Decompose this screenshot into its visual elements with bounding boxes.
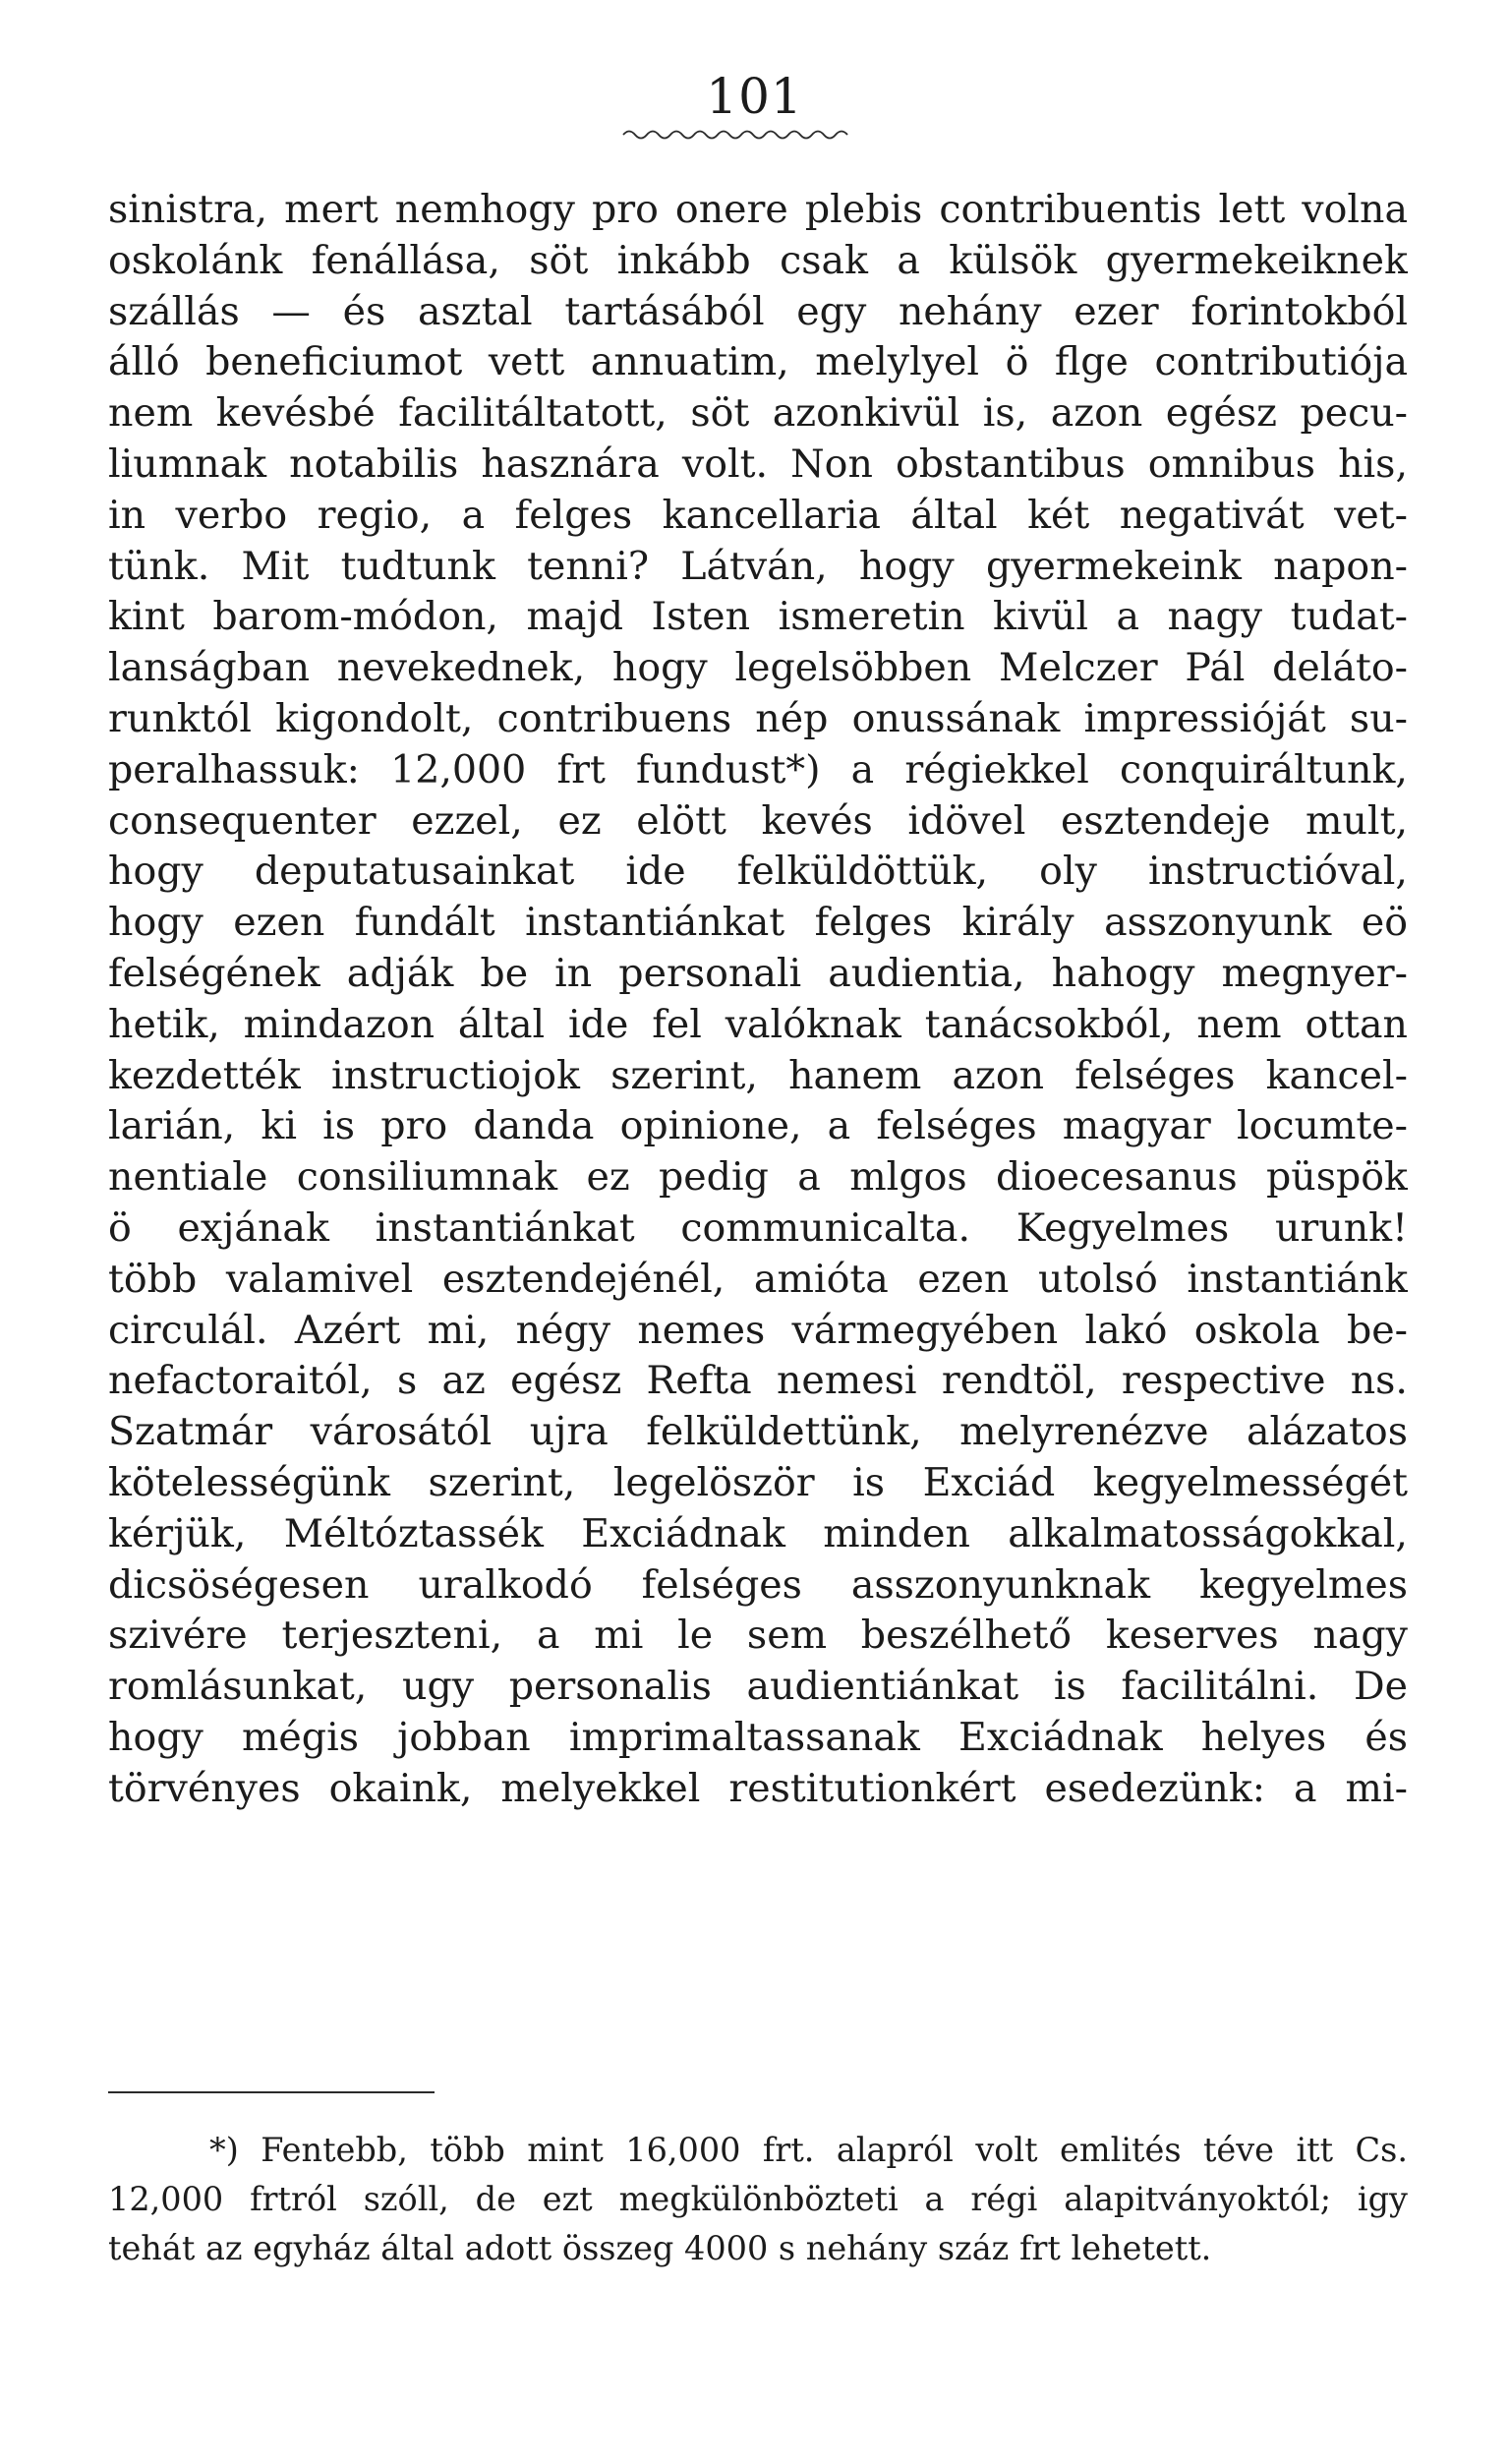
text-line: szállás — és asztal tartásából egy nehány ezer forintokból: [108, 288, 1408, 334]
text-line: oskolánk fenállása, söt inkább csak a külsök gyermekeiknek: [108, 237, 1408, 283]
text-line: kötelességünk szerint, legelöször is Exciád kegyelmességét: [108, 1459, 1408, 1505]
text-line: ö exjának instantiánkat communicalta. Kegyelmes urunk!: [108, 1204, 1408, 1251]
text-line: lanságban nevekednek, hogy legelsöbben Melczer Pál deláto-: [108, 645, 1408, 691]
text-line: dicsöségesen uralkodó felséges asszonyunknak kegyelmes: [108, 1561, 1408, 1608]
text-line: nefactoraitól, s az egész Refta nemesi rendtöl, respective ns.: [108, 1358, 1408, 1404]
text-line: nentiale consiliumnak ez pedig a mlgos dioecesanus püspök: [108, 1154, 1408, 1201]
text-line: larián, ki is pro danda opinione, a felséges magyar locumte-: [108, 1103, 1408, 1149]
text-line: kezdették instructiojok szerint, hanem azon felséges kancel-: [108, 1052, 1408, 1098]
text-line: circulál. Azért mi, négy nemes vármegyében lakó oskola be-: [108, 1307, 1408, 1353]
text-line: tünk. Mit tudtunk tenni? Látván, hogy gyermekeink napon-: [108, 543, 1408, 589]
footnote: [108, 2126, 1408, 2273]
footnote-line: *) Fentebb, több mint 16,000 frt. alapról volt emlités téve itt Cs.: [209, 2131, 1408, 2169]
text-line: hogy deputatusainkat ide felküldöttük, oly instructióval,: [108, 849, 1408, 895]
text-line: Szatmár városától ujra felküldettünk, melyrenézve alázatos: [108, 1409, 1408, 1455]
wavy-ornament-icon: [621, 126, 853, 144]
text-line: kint barom-módon, majd Isten ismeretin kivül a nagy tudat-: [108, 594, 1408, 640]
text-line: felségének adják be in personali audientia, hahogy megnyer-: [108, 950, 1408, 996]
text-line: nem kevésbé facilitáltatott, söt azonkivül is, azon egész pecu-: [108, 390, 1408, 437]
text-line: liumnak notabilis hasznára volt. Non obstantibus omnibus his,: [108, 440, 1408, 487]
text-line: kérjük, Méltóztassék Exciádnak minden alkalmatosságokkal,: [108, 1510, 1408, 1556]
footnote-line: 12,000 frtról szóll, de ezt megkülönbözteti a régi alapitványoktól; igy: [108, 2180, 1408, 2218]
text-line: peralhassuk: 12,000 frt fundust*) a régiekkel conquiráltunk,: [108, 746, 1408, 792]
text-line: több valamivel esztendejénél, amióta ezen utolsó instantiánk: [108, 1256, 1408, 1302]
text-line: álló beneficiumot vett annuatim, melylyel ö flge contributiója: [108, 339, 1408, 385]
text-line: consequenter ezzel, ez elött kevés idövel esztendeje mult,: [108, 797, 1408, 844]
page-number: 101: [706, 68, 803, 125]
text-line: törvényes okaink, melyekkel restitutionkért esedezünk: a mi-: [108, 1765, 1408, 1811]
text-line: in verbo regio, a felges kancellaria által két negativát vet-: [108, 492, 1408, 538]
body-text: [108, 185, 1408, 1815]
text-line: romlásunkat, ugy personalis audientiánkat is facilitálni. De: [108, 1664, 1408, 1710]
text-line: hogy ezen fundált instantiánkat felges király asszonyunk eö: [108, 900, 1408, 946]
text-line: szivére terjeszteni, a mi le sem beszélhető keserves nagy: [108, 1613, 1408, 1659]
text-line: hetik, mindazon által ide fel valóknak tanácsokból, nem ottan: [108, 1001, 1408, 1047]
text-line: sinistra, mert nemhogy pro onere plebis contribuentis lett volna: [108, 187, 1408, 232]
footnote-line: tehát az egyház által adott összeg 4000 s nehány száz frt lehetett.: [108, 2229, 1212, 2267]
text-line: runktól kigondolt, contribuens nép onussának impressióját su-: [108, 695, 1408, 741]
text-line: hogy mégis jobban imprimaltassanak Exciádnak helyes és: [108, 1714, 1408, 1760]
footnote-divider: [108, 2091, 435, 2093]
